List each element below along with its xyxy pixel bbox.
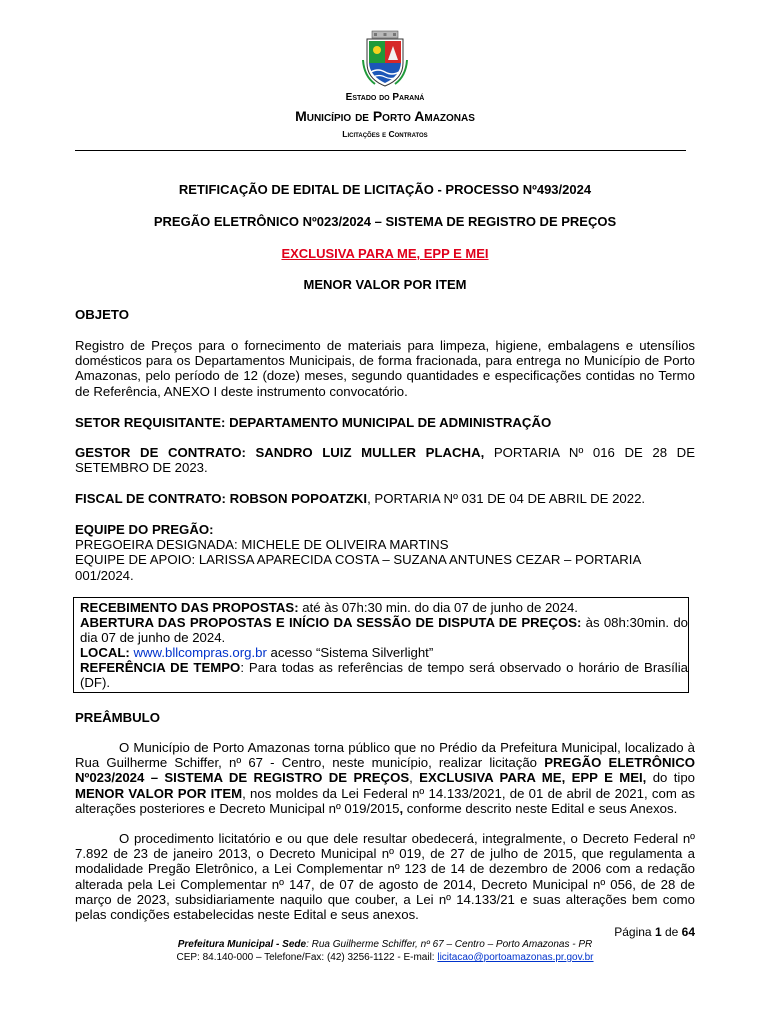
- department-name: Licitações e Contratos: [342, 129, 428, 139]
- criteria-title: MENOR VALOR POR ITEM: [303, 277, 467, 292]
- objeto-heading: OBJETO: [75, 307, 129, 322]
- local-line: [80, 645, 688, 660]
- footer-email-link[interactable]: licitacao@portoamazonas.pr.gov.br: [437, 952, 594, 963]
- fiscal-text: , PORTARIA Nº 031 DE 04 DE ABRIL DE 2022.: [367, 491, 646, 506]
- equipe-apoio: EQUIPE DE APOIO: LARISSA APARECIDA COSTA – SUZANA ANTUNES CEZAR – PORTARIA 001/2024.: [75, 552, 641, 583]
- state-name: Estado do Paraná: [345, 92, 425, 103]
- p1-text-a: O Município de Porto Amazonas torna público que no Prédio da Prefeitura Municipal, localizado à Rua Guilherme Schiffer, nº 67 - Centro, neste município, realizar licitação: [75, 740, 695, 771]
- receb-label: RECEBIMENTO DAS PROPOSTAS:: [80, 600, 299, 615]
- referencia-label: REFERÊNCIA DE TEMPO: [80, 660, 241, 675]
- p1-text-e: do tipo: [646, 770, 695, 786]
- p1-text-g: , nos moldes da Lei Federal nº 14.133/2021, de 01 de abril de 2021, com as alterações posteriores e Decreto Municipal nº 019/2015: [75, 785, 695, 816]
- referencia-line: [80, 660, 688, 690]
- exclusive-text: EXCLUSIVA PARA ME, EPP E MEI: [281, 246, 489, 261]
- gestor-label: GESTOR DE CONTRATO: SANDRO LUIZ MULLER PLACHA,: [75, 445, 485, 460]
- fiscal-label: FISCAL DE CONTRATO: ROBSON POPOATZKI: [75, 491, 368, 506]
- footer-address-text: : Rua Guilherme Schiffer, nº 67 – Centro – Porto Amazonas - PR: [306, 939, 593, 950]
- equipe-heading: EQUIPE DO PREGÃO:: [75, 522, 214, 537]
- page-prefix: Página: [614, 925, 655, 939]
- local-label: LOCAL:: [80, 645, 130, 660]
- objeto-text: Registro de Preços para o fornecimento de materiais para limpeza, higiene, embalagens e utensílios domésticos para os Departamentos Municipais, de forma fracionada, para entrega no Município de Porto Amazonas, pelo período de 12 (doze) meses, segundo quantidades e especificações contidas no Termo de Referência, ANEXO I deste instrumento convocatório.: [75, 338, 695, 399]
- footer-label: Prefeitura Municipal - Sede: [177, 939, 307, 950]
- gestor-paragraph: [75, 445, 695, 475]
- receb-text: até às 07h:30 min. do dia 07 de junho de 2024.: [298, 600, 578, 615]
- equipe-pregoeira: PREGOEIRA DESIGNADA: MICHELE DE OLIVEIRA MARTINS: [75, 537, 449, 553]
- preambulo-paragraph-1: [75, 740, 695, 816]
- equipe-block: [75, 522, 695, 583]
- p1-sep: ,: [409, 770, 420, 786]
- setor-requisitante: SETOR REQUISITANTE: DEPARTAMENTO MUNICIPAL DE ADMINISTRAÇÃO: [75, 415, 552, 430]
- header-divider: [75, 150, 686, 151]
- p1-process: PREGÃO ELETRÔNICO Nº023/2024 – SISTEMA DE REGISTRO DE PREÇOS: [75, 755, 695, 786]
- municipality-name: Município de Porto Amazonas: [295, 108, 475, 124]
- page-total: 64: [681, 925, 695, 939]
- gestor-text: PORTARIA Nº 016 DE 28 DE SETEMBRO DE 2023.: [75, 445, 695, 476]
- preambulo-paragraph-2: O procedimento licitatório e ou que dele resultar obedecerá, integralmente, o Decreto Federal nº 7.892 de 23 de janeiro 2013, o Decreto Municipal nº 019, de 27 de julho de 2015, que regulamenta a modalidade Pregão Eletrônico, a Lei Complementar nº 123 de 14 de dezembro de 2006 com a redação alterada pela Lei Complementar nº 147, de 07 de agosto de 2014, Decreto Municipal nº 056, de 28 de março de 2023, subsidiariamente naquilo que couber, a Lei nº 14.133/21 e suas alterações bem como pelas condições estabelecidas neste Edital e seus anexos.: [75, 831, 695, 923]
- footer-contact: [0, 952, 770, 963]
- p1-comma: ,: [399, 800, 404, 816]
- p1-criteria: MENOR VALOR POR ITEM: [75, 785, 243, 801]
- referencia-text: : Para todas as referências de tempo será observado o horário de Brasília (DF).: [80, 660, 688, 691]
- page-sep: de: [661, 925, 682, 939]
- p1-text-i: conforme descrito neste Edital e seus Anexos.: [403, 800, 678, 816]
- p1-exclusive: EXCLUSIVA PARA ME, EPP E MEI,: [419, 770, 647, 786]
- receb-line: [80, 600, 688, 615]
- preambulo-heading: PREÂMBULO: [75, 710, 160, 725]
- local-text: acesso “Sistema Silverlight”: [266, 645, 434, 660]
- coat-of-arms-icon: [361, 30, 409, 88]
- page-number: [614, 925, 695, 939]
- abertura-text: às 08h:30min. do dia 07 de junho de 2024.: [80, 615, 688, 646]
- abertura-label: ABERTURA DAS PROPOSTAS E INÍCIO DA SESSÃO DE DISPUTA DE PREÇOS:: [80, 615, 582, 630]
- page-current: 1: [654, 925, 662, 939]
- abertura-line: [80, 615, 688, 645]
- notice-subtitle: PREGÃO ELETRÔNICO Nº023/2024 – SISTEMA DE REGISTRO DE PREÇOS: [153, 214, 617, 229]
- footer-contact-text: CEP: 84.140-000 – Telefone/Fax: (42) 3256-1122 - E-mail:: [176, 952, 438, 963]
- notice-title: RETIFICAÇÃO DE EDITAL DE LICITAÇÃO - PROCESSO Nº493/2024: [178, 182, 592, 197]
- bll-link[interactable]: www.bllcompras.org.br: [133, 645, 267, 660]
- exclusive-notice: [0, 246, 770, 261]
- fiscal-paragraph: [75, 491, 695, 506]
- footer-address: [0, 939, 770, 950]
